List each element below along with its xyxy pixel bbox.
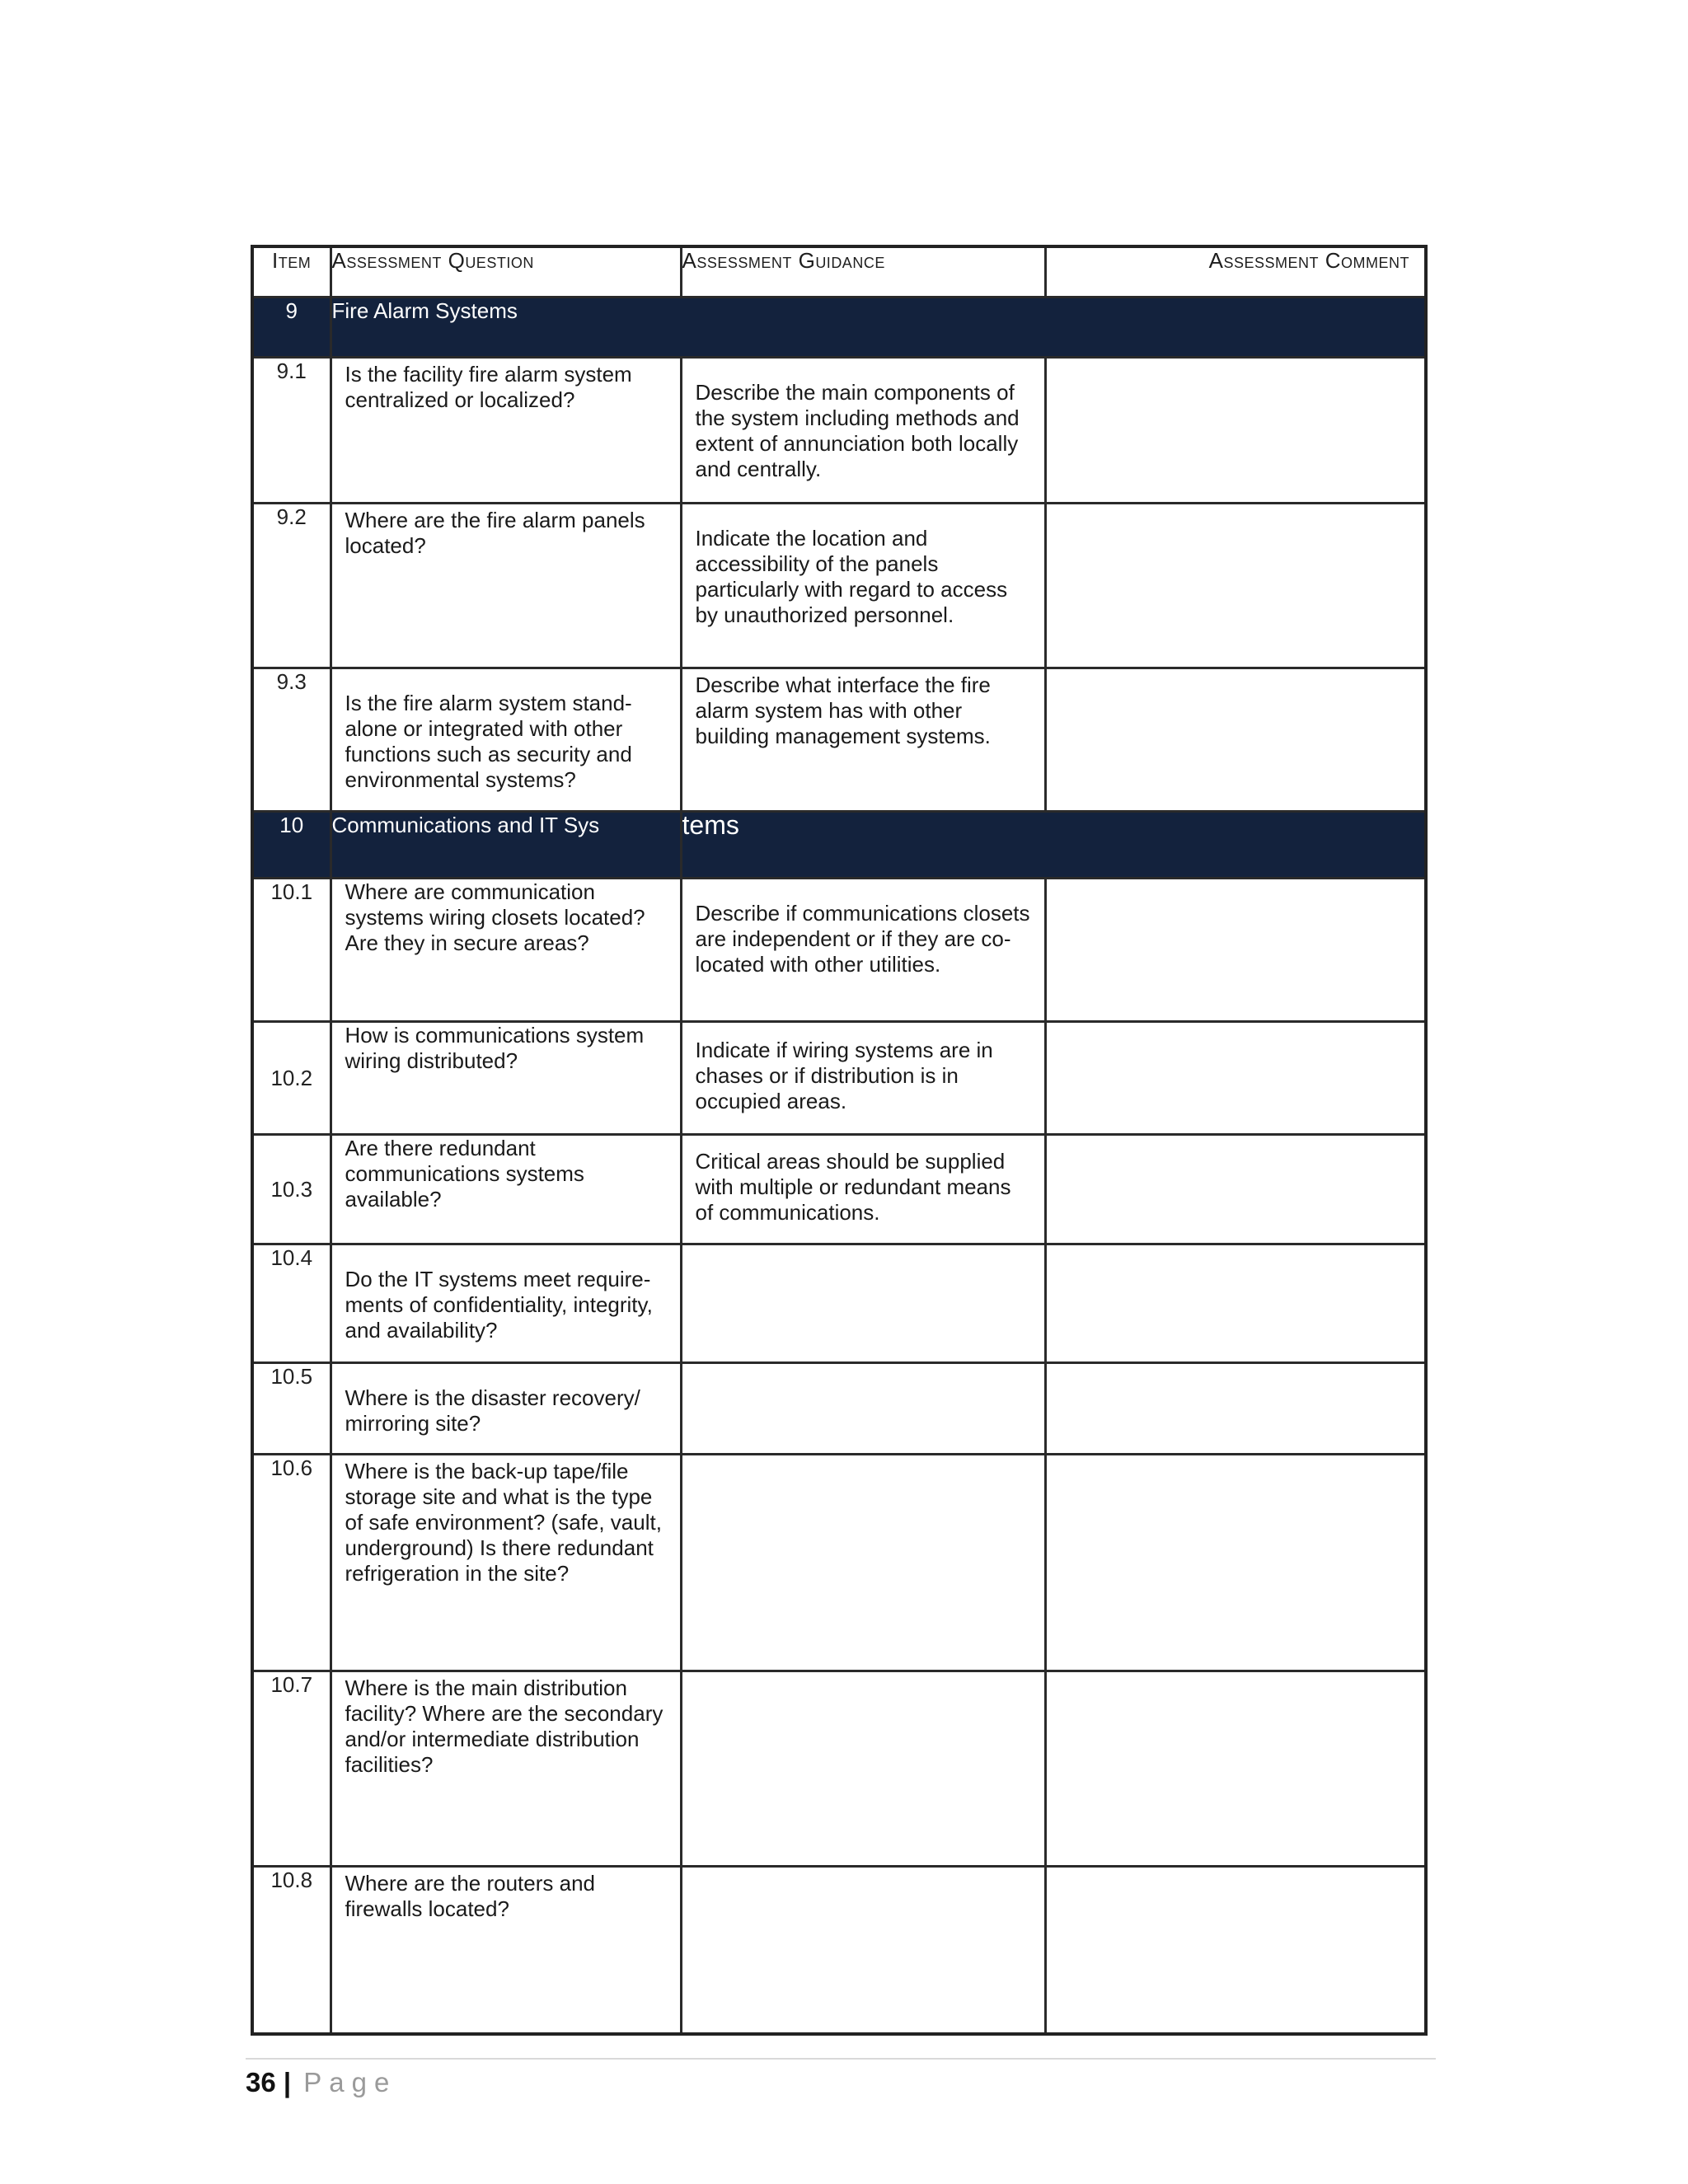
guidance-text: [682, 1245, 1044, 1254]
page-separator: |: [283, 2067, 292, 2097]
item-number: 10.1: [252, 879, 331, 1022]
page-number: 36: [246, 2067, 276, 2097]
footer-divider: [246, 2058, 1436, 2060]
comment-field[interactable]: [1047, 1364, 1425, 1372]
item-number: 10.8: [252, 1867, 331, 2034]
comment-field[interactable]: [1047, 1455, 1425, 1464]
comment-field[interactable]: [1047, 1023, 1425, 1031]
guidance-text: [682, 1364, 1044, 1372]
header-guidance: Assessment Guidance: [681, 246, 1045, 298]
guidance-text: Describe what interface the fire alarm system has with other building management systems.: [695, 673, 991, 748]
section-number: 9: [252, 298, 331, 358]
table-row: [252, 1244, 1426, 1363]
table-row: [252, 1022, 1426, 1135]
item-number: 9.3: [252, 668, 331, 812]
table-row: [252, 358, 1426, 504]
header-item: Item: [252, 246, 331, 298]
table-header-row: [252, 246, 1426, 298]
comment-field[interactable]: [1047, 504, 1425, 513]
table-row: [252, 504, 1426, 668]
item-number: 9.1: [252, 358, 331, 504]
guidance-text: [682, 1868, 1044, 1876]
question-text: Where is the disaster recovery/ mirroring site?: [345, 1385, 640, 1436]
section-number: 10: [252, 812, 331, 879]
question-text: Are there redundant communications systems available?: [345, 1136, 584, 1212]
guidance-text: Describe the main components of the system including methods and extent of annunciation both locally and centrally.: [695, 380, 1020, 481]
guidance-text: [682, 1672, 1044, 1680]
question-text: Is the facility fire alarm system centralized or localized?: [345, 362, 632, 412]
question-text: How is communications system wiring distributed?: [345, 1023, 645, 1073]
item-number: 10.3: [252, 1135, 331, 1244]
table-row: [252, 1135, 1426, 1244]
question-text: Where are the routers and firewalls located?: [345, 1871, 595, 1921]
table-row: [252, 1363, 1426, 1455]
section-title: Fire Alarm Systems: [331, 298, 1426, 358]
header-comment: Assessment Comment: [1045, 246, 1426, 298]
comment-field[interactable]: [1047, 359, 1425, 367]
table-row: [252, 668, 1426, 812]
guidance-text: Indicate the location and accessibility of the panels particularly with regard to access by unauthorized personnel.: [695, 526, 1008, 627]
comment-field[interactable]: [1047, 1245, 1425, 1254]
header-question: Assessment Question: [331, 246, 681, 298]
item-number: 10.7: [252, 1671, 331, 1867]
section-title-part1: Communications and IT Sys: [331, 812, 681, 879]
table-row: [252, 1455, 1426, 1671]
page-label: Page: [303, 2067, 397, 2097]
item-number: 10.2: [252, 1022, 331, 1135]
comment-field[interactable]: [1047, 879, 1425, 888]
guidance-text: [682, 1455, 1044, 1464]
comment-field[interactable]: [1047, 1868, 1425, 1876]
comment-field[interactable]: [1047, 1672, 1425, 1680]
section-title-part2: tems: [681, 812, 1426, 879]
item-number: 10.6: [252, 1455, 331, 1671]
question-text: Where are communication systems wiring closets located? Are they in secure areas?: [345, 879, 645, 955]
question-text: Where is the back-up tape/file storage site and what is the type of safe environment? (safe, vault, underground) Is there redundant refrigeration in the site?: [345, 1459, 662, 1586]
item-number: 9.2: [252, 504, 331, 668]
guidance-text: Critical areas should be supplied with multiple or redundant means of communications.: [695, 1149, 1011, 1225]
assessment-table: [251, 245, 1428, 2036]
section-row-communications: [252, 812, 1426, 879]
item-number: 10.4: [252, 1244, 331, 1363]
item-number: 10.5: [252, 1363, 331, 1455]
question-text: Do the IT systems meet require-ments of confidentiality, integrity, and availability?: [345, 1267, 653, 1343]
table-row: [252, 879, 1426, 1022]
comment-field[interactable]: [1047, 669, 1425, 677]
guidance-text: Describe if communications closets are independent or if they are co-located with other utilities.: [695, 901, 1030, 977]
table-row: [252, 1867, 1426, 2034]
guidance-text: Indicate if wiring systems are in chases or if distribution is in occupied areas.: [695, 1038, 993, 1113]
table-row: [252, 1671, 1426, 1867]
question-text: Where is the main distribution facility? Where are the secondary and/or intermediate distribution facilities?: [345, 1675, 663, 1777]
comment-field[interactable]: [1047, 1136, 1425, 1144]
section-row-fire-alarm: [252, 298, 1426, 358]
page-footer: [246, 2066, 396, 2099]
question-text: Is the fire alarm system stand-alone or integrated with other functions such as security and environmental systems?: [345, 691, 632, 792]
question-text: Where are the fire alarm panels located?: [345, 508, 645, 558]
